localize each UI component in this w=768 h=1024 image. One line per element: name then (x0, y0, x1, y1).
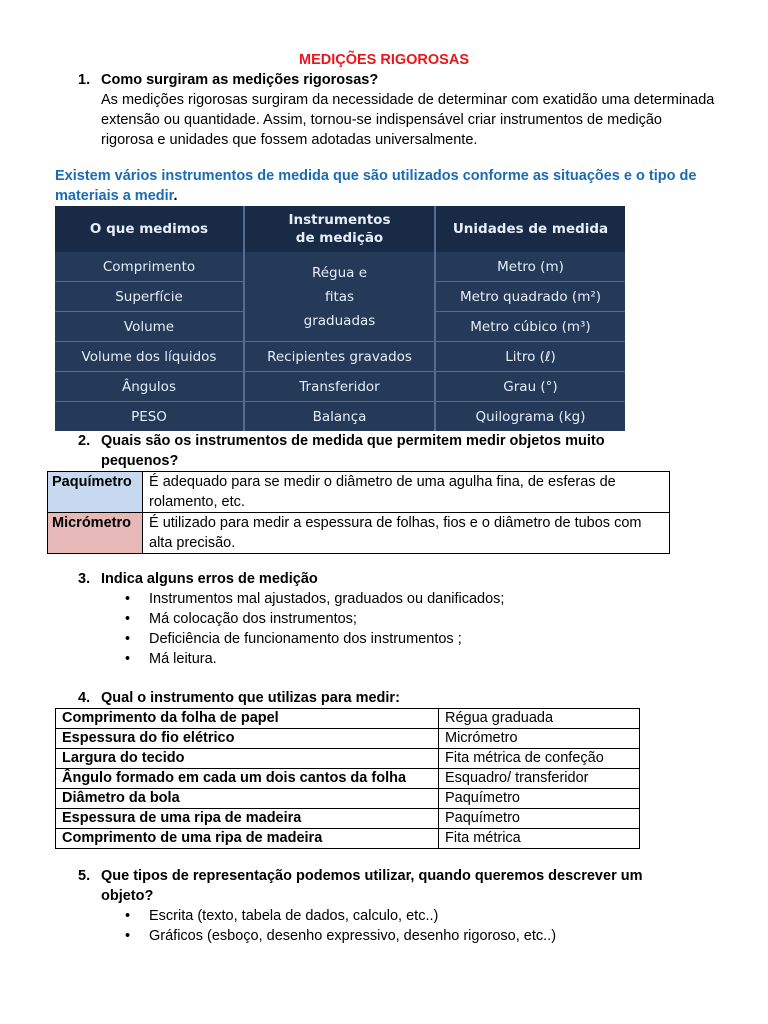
list-item: • Má leitura. (125, 649, 718, 669)
unit-cell: Litro (ℓ) (505, 348, 556, 365)
question-number: 2. (78, 433, 91, 449)
question-text: Qual o instrumento que utilizas para medir: (101, 690, 400, 706)
list-item: • Má colocação dos instrumentos; (125, 609, 718, 629)
question-text: Como surgiram as medições rigorosas? (101, 72, 379, 88)
unit-cell: Metro cúbico (m³) (470, 318, 591, 335)
list-item: • Instrumentos mal ajustados, graduados ou danificados; (125, 589, 718, 609)
answer-text: As medições rigorosas surgiram da necessidade de determinar com exatidão uma determinada extensão ou quantidade. Assim, tornou-se indispensável criar instrumentos de medição rigorosa e unidades que fossem adotadas universalmente. (101, 92, 715, 148)
instrument-desc: É adequado para se medir o diâmetro de uma agulha fina, de esferas de rolamento, etc. (143, 472, 670, 513)
question-4 (78, 688, 718, 708)
what-cell: Volume dos líquidos (81, 348, 217, 365)
what-cell: Ângulos (122, 378, 176, 395)
what-cell: PESO (131, 408, 167, 425)
unit-cell: Grau (°) (503, 378, 558, 395)
instrument-cell: Balança (312, 408, 367, 425)
what-cell: Comprimento (102, 258, 196, 275)
instrument-cell: Régua e fitas graduadas (303, 264, 376, 329)
what-cell: Superfície (115, 288, 183, 305)
table-row: Ângulo formado em cada um dois cantos da folha Esquadro/ transferidor (56, 769, 640, 789)
unit-cell: Metro (m) (497, 258, 564, 275)
what-cell: Volume (123, 318, 175, 335)
question-5 (78, 866, 718, 946)
question-text: Que tipos de representação podemos utilizar, quando queremos descrever um objeto? (101, 868, 643, 904)
table-row (48, 513, 670, 554)
table-row: Espessura de uma ripa de madeira Paquímetro (56, 809, 640, 829)
question-number: 1. (78, 72, 91, 88)
header-what: O que medimos (55, 206, 243, 252)
instruments-table (55, 206, 625, 431)
table-row: Espessura do fio elétrico Micrómetro (56, 729, 640, 749)
list-item: • Deficiência de funcionamento dos instrumentos ; (125, 629, 718, 649)
question-text: Quais são os instrumentos de medida que permitem medir objetos muito pequenos? (101, 433, 605, 469)
unit-cell: Metro quadrado (m²) (459, 288, 602, 305)
question-3 (78, 569, 718, 669)
question-1 (78, 70, 718, 150)
header-instruments: Instrumentos de medição (245, 206, 434, 252)
question-number: 3. (78, 571, 91, 587)
table-row: Largura do tecido Fita métrica de confeção (56, 749, 640, 769)
question-text: Indica alguns erros de medição (101, 571, 318, 587)
instrument-name: Paquímetro (48, 472, 143, 513)
question-2 (78, 431, 718, 471)
representation-list (125, 906, 718, 946)
table-row: Diâmetro da bola Paquímetro (56, 789, 640, 809)
question-number: 5. (78, 868, 91, 884)
table-row (48, 472, 670, 513)
small-instruments-table (47, 471, 670, 554)
instrument-name: Micrómetro (48, 513, 143, 554)
list-item: • Escrita (texto, tabela de dados, calculo, etc..) (125, 906, 718, 926)
table-row: Comprimento da folha de papel Régua graduada (56, 709, 640, 729)
instrument-desc: É utilizado para medir a espessura de folhas, fios e o diâmetro de tubos com alta precisão. (143, 513, 670, 554)
header-units: Unidades de medida (436, 206, 625, 252)
unit-cell: Quilograma (kg) (475, 408, 586, 425)
list-item: • Gráficos (esboço, desenho expressivo, desenho rigoroso, etc..) (125, 926, 718, 946)
intro-text: Existem vários instrumentos de medida que são utilizados conforme as situações e o tipo de materiais a medir. (55, 168, 697, 204)
errors-list (125, 589, 718, 669)
table-row: Comprimento de uma ripa de madeira Fita métrica (56, 829, 640, 849)
question-number: 4. (78, 690, 91, 706)
which-instrument-table (55, 708, 640, 849)
instrument-cell: Transferidor (299, 378, 380, 395)
instrument-cell: Recipientes gravados (267, 348, 412, 365)
page-title: MEDIÇÕES RIGOROSAS (299, 52, 469, 68)
